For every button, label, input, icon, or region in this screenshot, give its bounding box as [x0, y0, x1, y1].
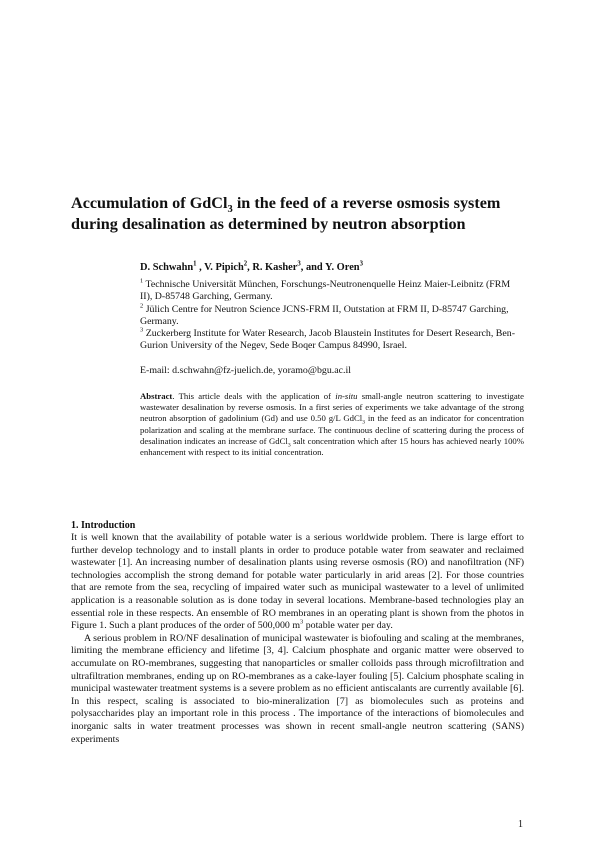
affiliation: $^3$ Zuckerberg Institute for Water Research, Jacob Blaustein Institutes for Desert Research, Ben-Gurion University of the Negev, Sede Boqer Campus 84990, Israel.	[140, 326, 515, 352]
author-name: Y. Oren	[324, 262, 360, 273]
page-number: 1	[518, 819, 523, 830]
introduction-body	[71, 532, 524, 746]
section-heading: 1. Introduction	[71, 520, 136, 531]
affiliation: $^1$ Technische Universität München, Forschungs-Neutronenquelle Heinz Maier-Leibnitz (FRM II), D-85748 Garching, Germany.	[140, 277, 511, 303]
author-name: R. Kasher	[252, 262, 298, 273]
author-name: D. Schwahn	[140, 262, 194, 273]
author-list: D. Schwahn$^1$ , V. Pipich$^2$, R. Kasher$^3$, and Y. Oren$^3$	[140, 260, 363, 273]
paper-title: Accumulation of GdCl$_3$ in the feed of a reverse osmosis system during desalination as determined by neutron absorption	[71, 194, 501, 233]
abstract-label: Abstract	[140, 391, 173, 401]
affiliation: $^2$ Jülich Centre for Neutron Science JCNS-FRM II, Outstation at FRM II, D-85747 Garching, Germany.	[140, 302, 509, 327]
paragraph: A serious problem in RO/NF desalination of municipal wastewater is biofouling and scaling at the membranes, limiting the membrane efficiency and lifetime [3, 4]. Calcium phosphate and organic matter were observed to accumulate on RO-membranes, suggesting that nanoparticles or smaller colloids pass through microfiltration and ultrafiltration membranes, ending up on RO-membranes as a cake-layer fouling [5]. Calcium phosphate scaling in municipal wastewater treatment systems is a severe problem as no efficient antiscalants are currently available [6]. In this respect, scaling is associated to bio-mineralization [7] as biomolecules such as proteins and polysaccharides play an important role in this process . The importance of the interactions of biomolecules and inorganic salts in water treatment processes was shown in recent small-angle neutron scattering (SANS) experiments	[71, 632, 524, 745]
contact-email: E-mail: d.schwahn@fz-juelich.de, yoramo@bgu.ac.il	[140, 365, 351, 376]
author-name: V. Pipich	[204, 262, 244, 273]
abstract: Abstract. This article deals with the application of in-situ small-angle neutron scattering to investigate wastewater desalination by reverse osmosis. In a first series of experiments we take advantage of the strong neutron absorption of gadolinium (Gd) and use 0.50 g/L GdCl$_3$ in the feed as an indicator for concentration polarization and scaling at the membrane surface. The continuous decline of scattering during the process of desalination indicates an increase of GdCl$_3$ salt concentration which after 15 hours has achieved nearly 100% enhancement with respect to its initial concentration.	[140, 391, 524, 458]
affiliations	[140, 279, 520, 353]
paragraph: It is well known that the availability of potable water is a serious worldwide problem. There is large effort to further develop technology and to install plants in order to produce potable water from seawater and reclaimed wastewater [1]. An increasing number of desalination plants using reverse osmosis (RO) and nanofiltration (NF) technologies accomplish the strong demand for potable water particularly in arid areas [2]. For those countries that are remote from the sea, recycling of impaired water such as municipal wastewater to a level of unlimited application is a reasonable solution as is done today in several locations. Membrane-based technologies play an essential role in these respects. An ensemble of RO membranes in an operating plant is shown from the photos in Figure 1. Such a plant produces of the order of 500,000 $m^3$ potable water per day.	[71, 532, 524, 632]
